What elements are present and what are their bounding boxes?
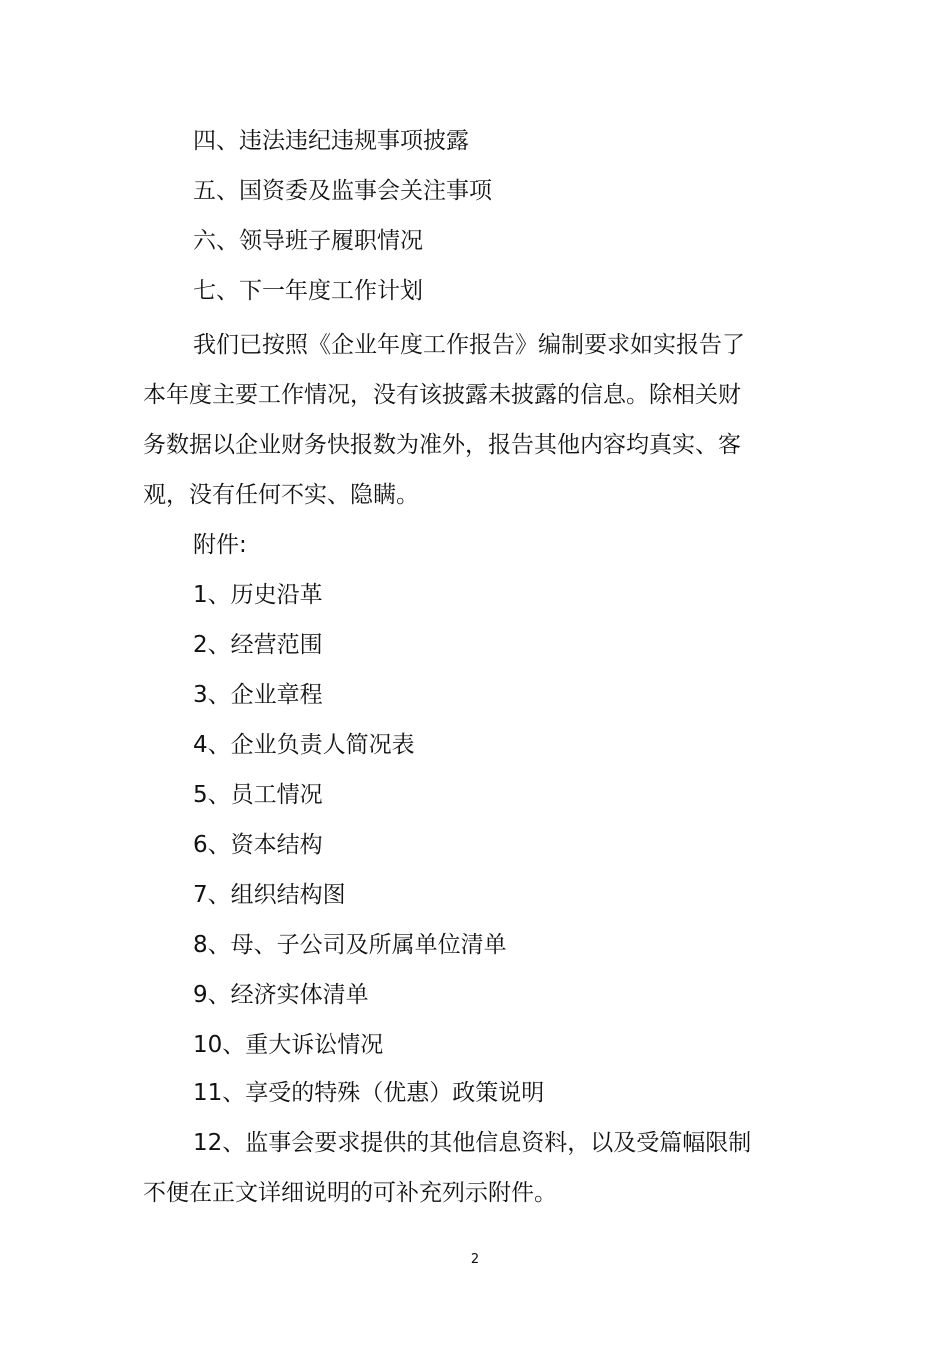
attachment-item: 3、企业章程 [193, 682, 323, 708]
section-7-heading: 七、下一年度工作计划 [193, 278, 423, 304]
statement-line-1: 我们已按照《企业年度工作报告》编制要求如实报告了 [193, 332, 745, 358]
attachment-item: 10、重大诉讼情况 [193, 1032, 384, 1058]
statement-line-3: 务数据以企业财务快报数为准外，报告其他内容均真实、客 [143, 432, 741, 458]
statement-line-2: 本年度主要工作情况，没有该披露未披露的信息。除相关财 [143, 382, 741, 408]
attachments-label: 附件: [193, 532, 247, 558]
attachment-item: 2、经营范围 [193, 632, 323, 658]
page-number: 2 [470, 1252, 480, 1267]
attachment-item: 8、母、子公司及所属单位清单 [193, 932, 507, 958]
attachment-item: 1、历史沿革 [193, 582, 323, 608]
section-5-heading: 五、国资委及监事会关注事项 [193, 178, 492, 204]
section-6-heading: 六、领导班子履职情况 [193, 228, 423, 254]
attachment-12-line-2: 不便在正文详细说明的可补充列示附件。 [143, 1180, 557, 1206]
attachment-12-line-1: 12、监事会要求提供的其他信息资料，以及受篇幅限制 [193, 1130, 752, 1156]
attachment-item: 7、组织结构图 [193, 882, 346, 908]
attachment-item: 9、经济实体清单 [193, 982, 369, 1008]
attachment-item: 6、资本结构 [193, 832, 323, 858]
statement-line-4: 观，没有任何不实、隐瞒。 [143, 482, 419, 508]
attachment-item: 11、享受的特殊（优惠）政策说明 [193, 1080, 545, 1106]
attachment-item: 4、企业负责人简况表 [193, 732, 415, 758]
attachment-item: 5、员工情况 [193, 782, 323, 808]
section-4-heading: 四、违法违纪违规事项披露 [193, 128, 469, 154]
